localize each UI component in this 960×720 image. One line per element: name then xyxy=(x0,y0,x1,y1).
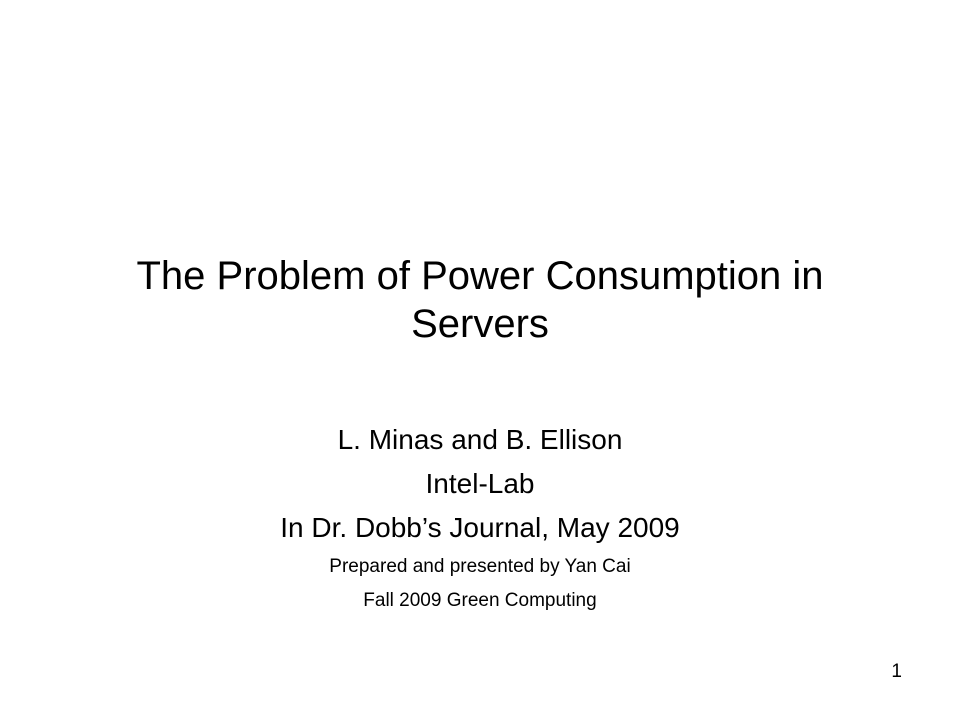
slide-title xyxy=(60,252,900,348)
publication-line: In Dr. Dobb’s Journal, May 2009 xyxy=(280,512,680,543)
course-line: Fall 2009 Green Computing xyxy=(363,590,597,611)
slide-title-line-1: The Problem of Power Consumption in xyxy=(136,254,824,298)
affiliation-line: Intel-Lab xyxy=(425,468,535,499)
authors-line: L. Minas and B. Ellison xyxy=(337,424,623,455)
page-number: 1 xyxy=(891,661,902,682)
slide-title-line-2: Servers xyxy=(411,302,549,346)
presenter-line: Prepared and presented by Yan Cai xyxy=(329,556,631,577)
slide-subtitle xyxy=(60,418,900,618)
